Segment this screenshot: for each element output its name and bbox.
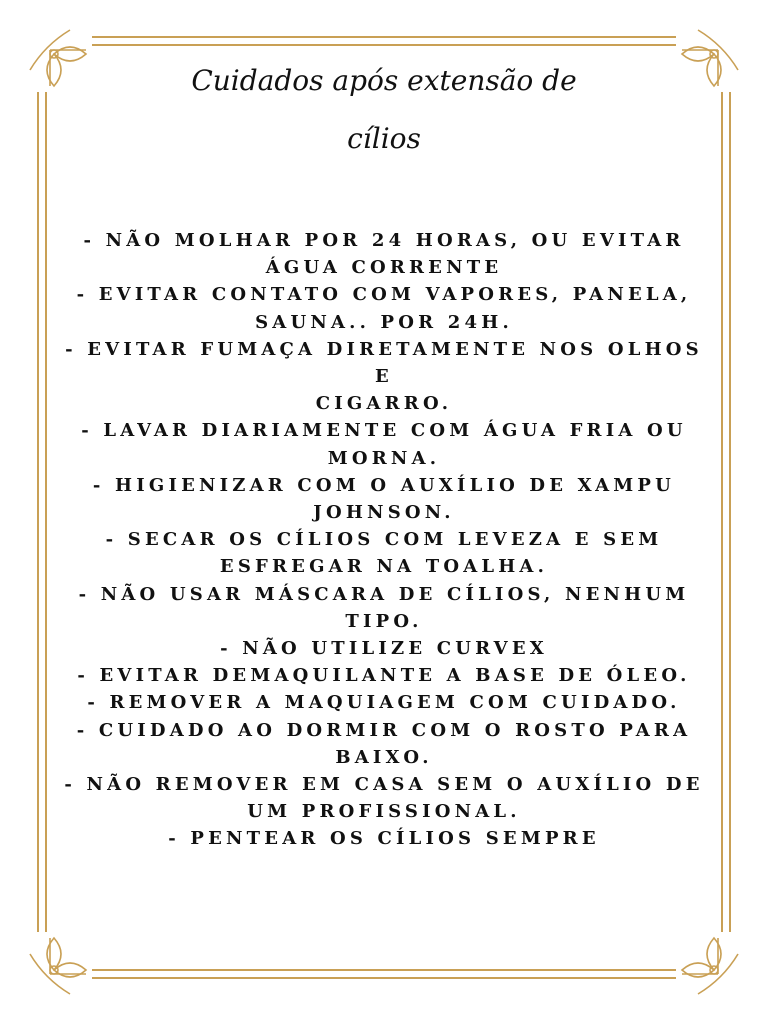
corner-ornament-bottom-left bbox=[30, 938, 86, 994]
care-line: CIGARRO. bbox=[315, 393, 453, 415]
care-line: - HIGIENIZAR COM O AUXÍLIO DE XAMPU bbox=[92, 474, 676, 496]
care-line: - NÃO UTILIZE CURVEX bbox=[220, 638, 548, 660]
care-line: - NÃO REMOVER EM CASA SEM O AUXÍLIO DE bbox=[64, 774, 704, 796]
care-line: - PENTEAR OS CÍLIOS SEMPRE bbox=[168, 828, 600, 850]
care-line: - REMOVER A MAQUIAGEM COM CUIDADO. bbox=[87, 692, 681, 714]
care-line: UM PROFISSIONAL. bbox=[247, 801, 521, 823]
care-line: TIPO. bbox=[345, 610, 423, 632]
care-line: ESFREGAR NA TOALHA. bbox=[219, 556, 549, 578]
care-line: - EVITAR CONTATO COM VAPORES, PANELA, bbox=[76, 284, 692, 306]
care-line: SAUNA.. POR 24H. bbox=[255, 311, 513, 333]
care-line: JOHNSON. bbox=[313, 502, 455, 524]
corner-ornament-bottom-right bbox=[682, 938, 738, 994]
care-line: - EVITAR DEMAQUILANTE A BASE DE ÓLEO. bbox=[77, 665, 691, 687]
care-line: - SECAR OS CÍLIOS COM LEVEZA E SEM bbox=[105, 529, 663, 551]
care-line: ÁGUA CORRENTE bbox=[265, 257, 503, 279]
care-line: BAIXO. bbox=[335, 746, 433, 768]
care-line: - NÃO USAR MÁSCARA DE CÍLIOS, NENHUM bbox=[78, 583, 690, 605]
care-line: - NÃO MOLHAR POR 24 HORAS, OU EVITAR bbox=[83, 230, 685, 251]
page-title-line-2: cílios bbox=[347, 122, 421, 155]
care-line: - EVITAR FUMAÇA DIRETAMENTE NOS OLHOS E bbox=[65, 338, 703, 388]
care-line: - LAVAR DIARIAMENTE COM ÁGUA FRIA OU bbox=[81, 420, 687, 442]
page-title-line-1: Cuidados após extensão de bbox=[191, 64, 577, 97]
care-line: - CUIDADO AO DORMIR COM O ROSTO PARA bbox=[76, 719, 692, 741]
care-instructions-list bbox=[60, 227, 708, 853]
page-title bbox=[0, 52, 768, 168]
care-line: MORNA. bbox=[327, 447, 441, 469]
